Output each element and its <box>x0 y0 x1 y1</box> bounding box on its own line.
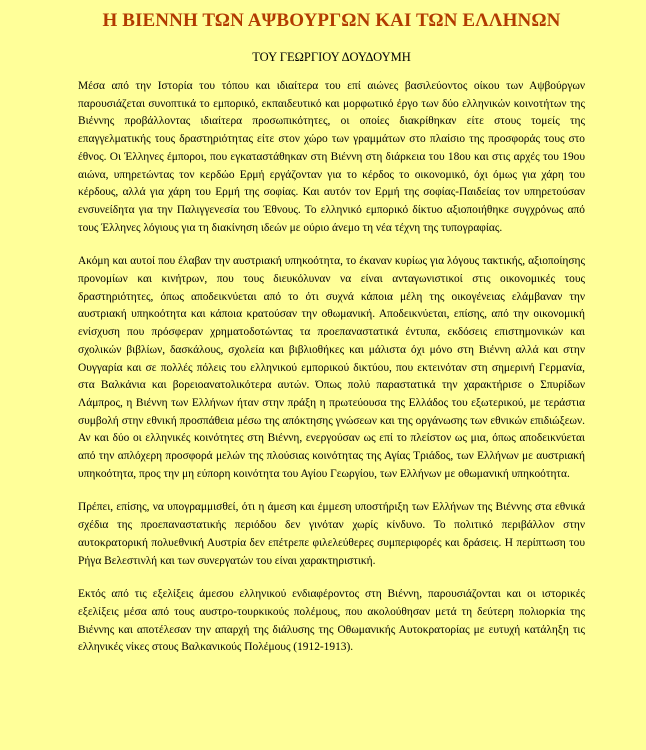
document-title: Η ΒΙΕΝΝΗ ΤΩΝ ΑΨΒΟΥΡΓΩΝ ΚΑΙ ΤΩΝ ΕΛΛΗΝΩΝ <box>102 10 561 31</box>
paragraph-1: Μέσα από την Ιστορία του τόπου και ιδιαίτερα του επί αιώνες βασιλεύοντος οίκου των Αψβούργων παρουσιάζεται συνοπτικά το εμπορικό, εκπαιδευτικό και μορφωτικό έργο των δύο ελληνικών κοινοτήτων της Βιέννης προβάλλοντας ιδιαίτερα προσωπικότητες, οι οποίες διακρίθηκαν είτε στους τομείς της επαγγελματικής τους δραστηριότητας είτε στον χώρο των γραμμάτων στο πλαίσιο της προσφοράς τους στο έθνος. Οι Έλληνες έμποροι, που εγκαταστάθηκαν στη Βιέννη στη διάρκεια του 18ου και στις αρχές του 19ου αιώνα, υπηρετώντας τον κερδώο Ερμή εργάζονταν για το κέρδος το οικονομικό, όχι όμως για χάρη του κέρδους, αλλά για χάρη του Ερμή της σοφίας. Και αυτόν τον Ερμή της σοφίας-Παιδείας τον υπηρετούσαν ενσυνείδητα για την Παλιγγενεσία του Έθνους. Το ελληνικό εμπορικό δίκτυο αξιοποιήθηκε συγχρόνως από τους Έλληνες λόγιους για τη διακίνηση ιδεών με ούριο άνεμο τη νέα τέχνη της τυπογραφίας. <box>78 80 585 234</box>
paragraph-4: Εκτός από τις εξελίξεις άμεσου ελληνικού ενδιαφέροντος στη Βιέννη, παρουσιάζονται και οι ιστορικές εξελίξεις μέσα από τους αυστρο-τουρκικούς πολέμους, που ακολούθησαν μετά τη δεύτερη πολιορκία της Βιέννης και αποτέλεσαν την απαρχή της διάλυσης της Οθωμανικής Αυτοκρατορίας με ευτυχή κατάληξη τις ελληνικές νίκες στους Βαλκανικούς Πολέμους (1912-1913). <box>78 588 585 654</box>
paragraph-2: Ακόμη και αυτοί που έλαβαν την αυστριακή υπηκοότητα, το έκαναν κυρίως για λόγους τακτικής, αξιοποίησης προνομίων και κινήτρων, που τους διευκόλυναν να είναι ανταγωνιστικοί στις οικονομικές τους δραστηριότητες, όπως αποδεικνύεται από το ότι συχνά κάποια μέλη της οικογένειας ελάμβαναν την αυστριακή υπηκοότητα και κάποια κρατούσαν την οθωμανική. Αποδεικνύεται, επίσης, από την οικονομική ενίσχυση που πρόσφεραν χρηματοδοτώντας τα προεπαναστατικά έντυπα, εκδόσεις επιστημονικών και σχολικών βιβλίων, δασκάλους, σχολεία και βιβλιοθήκες και μάλιστα όχι μόνο στη Βιέννη αλλά και στην Ουγγαρία και σε πολλές πόλεις του ελληνικού εμπορικού δικτύου, που εκτεινόταν στη σημερινή Γερμανία, στα Βαλκάνια και βορειοανατολικότερα αυτών. Όπως πολύ παραστατικά την χαρακτήρισε ο Σπυρίδων Λάμπρος, η Βιέννη των Ελλήνων ήταν στην πράξη η πρωτεύουσα της Ελλάδος του εξωτερικού, με τεράστια συμβολή στην εθνική προσπάθεια μέσω της απόκτησης γνώσεων και της οργάνωσης των εθνικών επιδιώξεων. Αν και δύο οι ελληνικές κοινότητες στη Βιέννη, ενεργούσαν ως επί το πλείστον ως μια, όπως αποδεικνύεται από την απλόχερη προσφορά μελών της πλούσιας κοινότητας της Αγίας Τριάδος, των Ελλήνων με αυστριακή υπηκοότητα, προς την μη εύπορη κοινότητα του Αγίου Γεωργίου, των Ελλήνων με οθωμανική υπηκοότητα. <box>78 255 585 480</box>
author-line: ΤΟΥ ΓΕΩΡΓΙΟΥ ΔΟΥΔΟΥΜΗ <box>252 50 411 64</box>
paragraph-3: Πρέπει, επίσης, να υπογραμμισθεί, ότι η άμεση και έμμεση υποστήριξη των Ελλήνων της Βιέννης στα εθνικά σχέδια της προεπαναστατικής περιόδου δεν γινόταν χωρίς κίνδυνο. Το πολιτικό περιβάλλον στην αυτοκρατορική πολυεθνική Αυστρία δεν επέτρεπε φιλελεύθερες συμπεριφορές και δράσεις. Η περίπτωση του Ρήγα Βελεστινλή και των συνεργατών του είναι χαρακτηριστική. <box>78 501 585 567</box>
